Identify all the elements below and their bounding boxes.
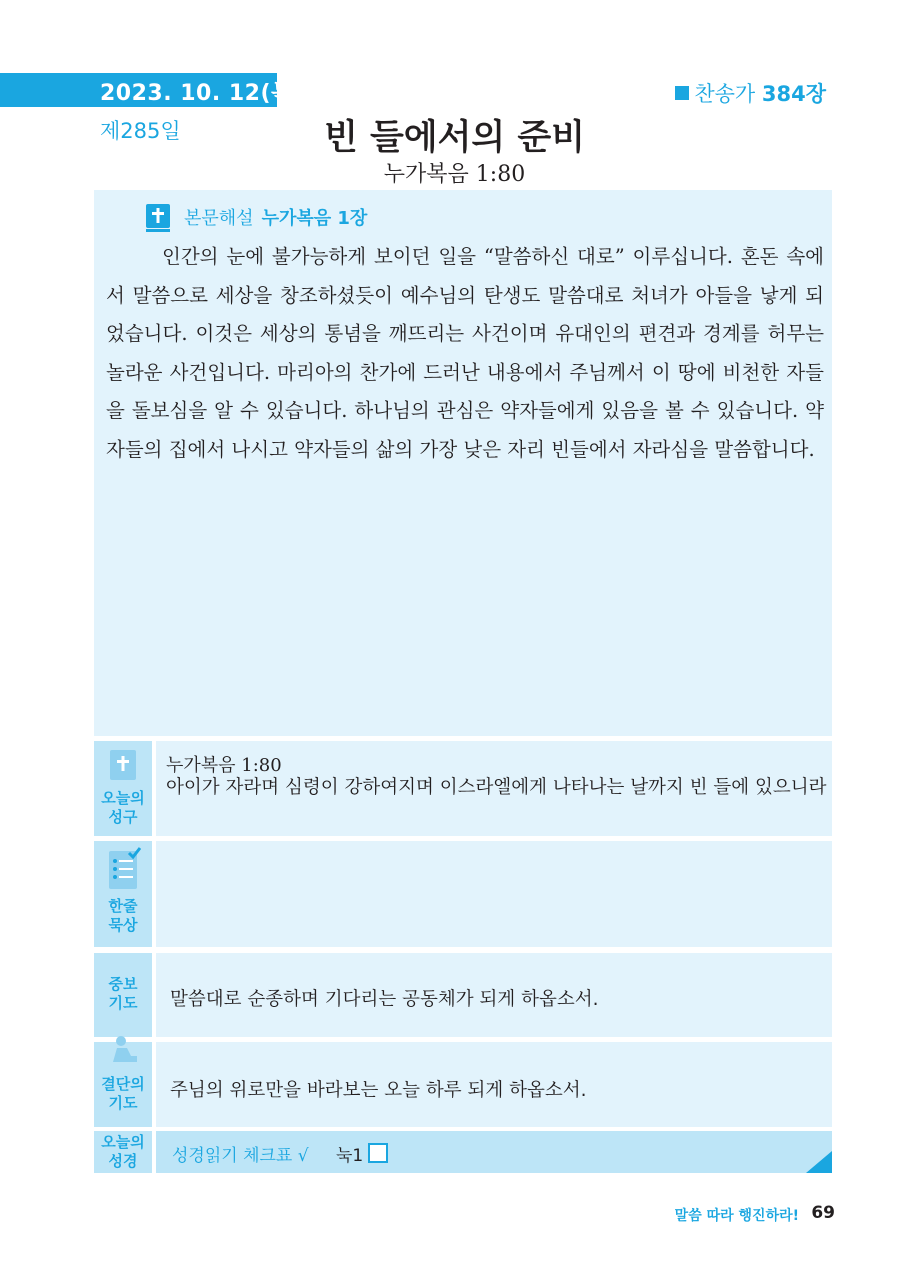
reading-row — [94, 1131, 832, 1173]
intercession-text: 말씀대로 순종하며 기다리는 공동체가 되게 하옵소서. — [170, 989, 599, 1010]
reading-side — [94, 1131, 152, 1173]
day-count: 제285일 — [100, 119, 181, 143]
bible-cross-icon — [146, 204, 170, 232]
scripture-reference: 누가복음 1:80 — [383, 162, 526, 187]
resolution-row — [94, 1042, 832, 1127]
checklist-icon — [107, 847, 141, 891]
intercession-content — [156, 953, 832, 1037]
meditation-side — [94, 841, 152, 947]
hymn-prefix: 찬송가 — [694, 82, 756, 106]
square-bullet-icon — [675, 86, 689, 100]
reading-label: 오늘의 성경 — [101, 1133, 145, 1170]
reading-content — [156, 1131, 832, 1173]
verse-text: 아이가 자라며 심령이 강하여지며 이스라엘에게 나타나는 날까지 빈 들에 있으니라 — [166, 777, 827, 798]
verse-reference: 누가복음 1:80 — [166, 755, 282, 776]
reading-book: 눅1 — [336, 1146, 364, 1166]
today-verse-row — [94, 741, 832, 836]
intercession-side — [94, 953, 152, 1037]
resolution-content — [156, 1042, 832, 1127]
bible-icon — [107, 749, 139, 783]
corner-triangle-icon — [806, 1151, 832, 1173]
hymn-info — [675, 78, 826, 108]
meditation-row — [94, 841, 832, 947]
commentary-body: 인간의 눈에 불가능하게 보이던 일을 “말씀하신 대로” 이루십니다. 혼돈 속에서 말씀으로 세상을 창조하셨듯이 예수님의 탄생도 말씀대로 처녀가 아들을 낳게 되었습니다. 이것은 세상의 통념을 깨뜨리는 사건이며 유대인의 편견과 경계를 허무는 놀라운 사건입니다. 마리아의 찬가에 드러난 내용에서 주님께서 이 땅에 비천한 자들을 돌보심을 알 수 있습니다. 하나님의 관심은 약자들에게 있음을 볼 수 있습니다. 약자들의 집에서 나시고 약자들의 삶의 가장 낮은 자리 빈들에서 자라심을 말씀합니다. — [106, 245, 824, 461]
today-verse-content — [156, 741, 832, 836]
meditation-label: 한줄 묵상 — [108, 897, 138, 934]
commentary-panel — [94, 190, 832, 736]
commentary-chapter: 누가복음 1장 — [261, 208, 368, 229]
checklist-label: 성경읽기 체크표 √ — [172, 1146, 309, 1166]
intercession-label: 중보 기도 — [108, 975, 138, 1012]
resolution-label: 결단의 기도 — [101, 1075, 145, 1112]
page-number: 69 — [811, 1203, 835, 1223]
footer-motto: 말씀 따라 행진하라! — [674, 1208, 799, 1224]
commentary-heading — [184, 204, 367, 230]
intercession-row — [94, 953, 832, 1037]
resolution-side — [94, 1042, 152, 1127]
resolution-text: 주님의 위로만을 바라보는 오늘 하루 되게 하옵소서. — [170, 1080, 587, 1101]
commentary-label: 본문해설 — [184, 208, 254, 229]
date: 2023. 10. 12(목) — [100, 81, 304, 106]
meditation-content[interactable] — [156, 841, 832, 947]
today-verse-side — [94, 741, 152, 836]
today-verse-label: 오늘의 성구 — [101, 789, 145, 826]
praying-person-icon — [107, 1034, 141, 1064]
hymn-number: 384장 — [761, 82, 826, 106]
reading-checkbox[interactable] — [368, 1143, 388, 1163]
page-title: 빈 들에서의 준비 — [323, 118, 586, 158]
